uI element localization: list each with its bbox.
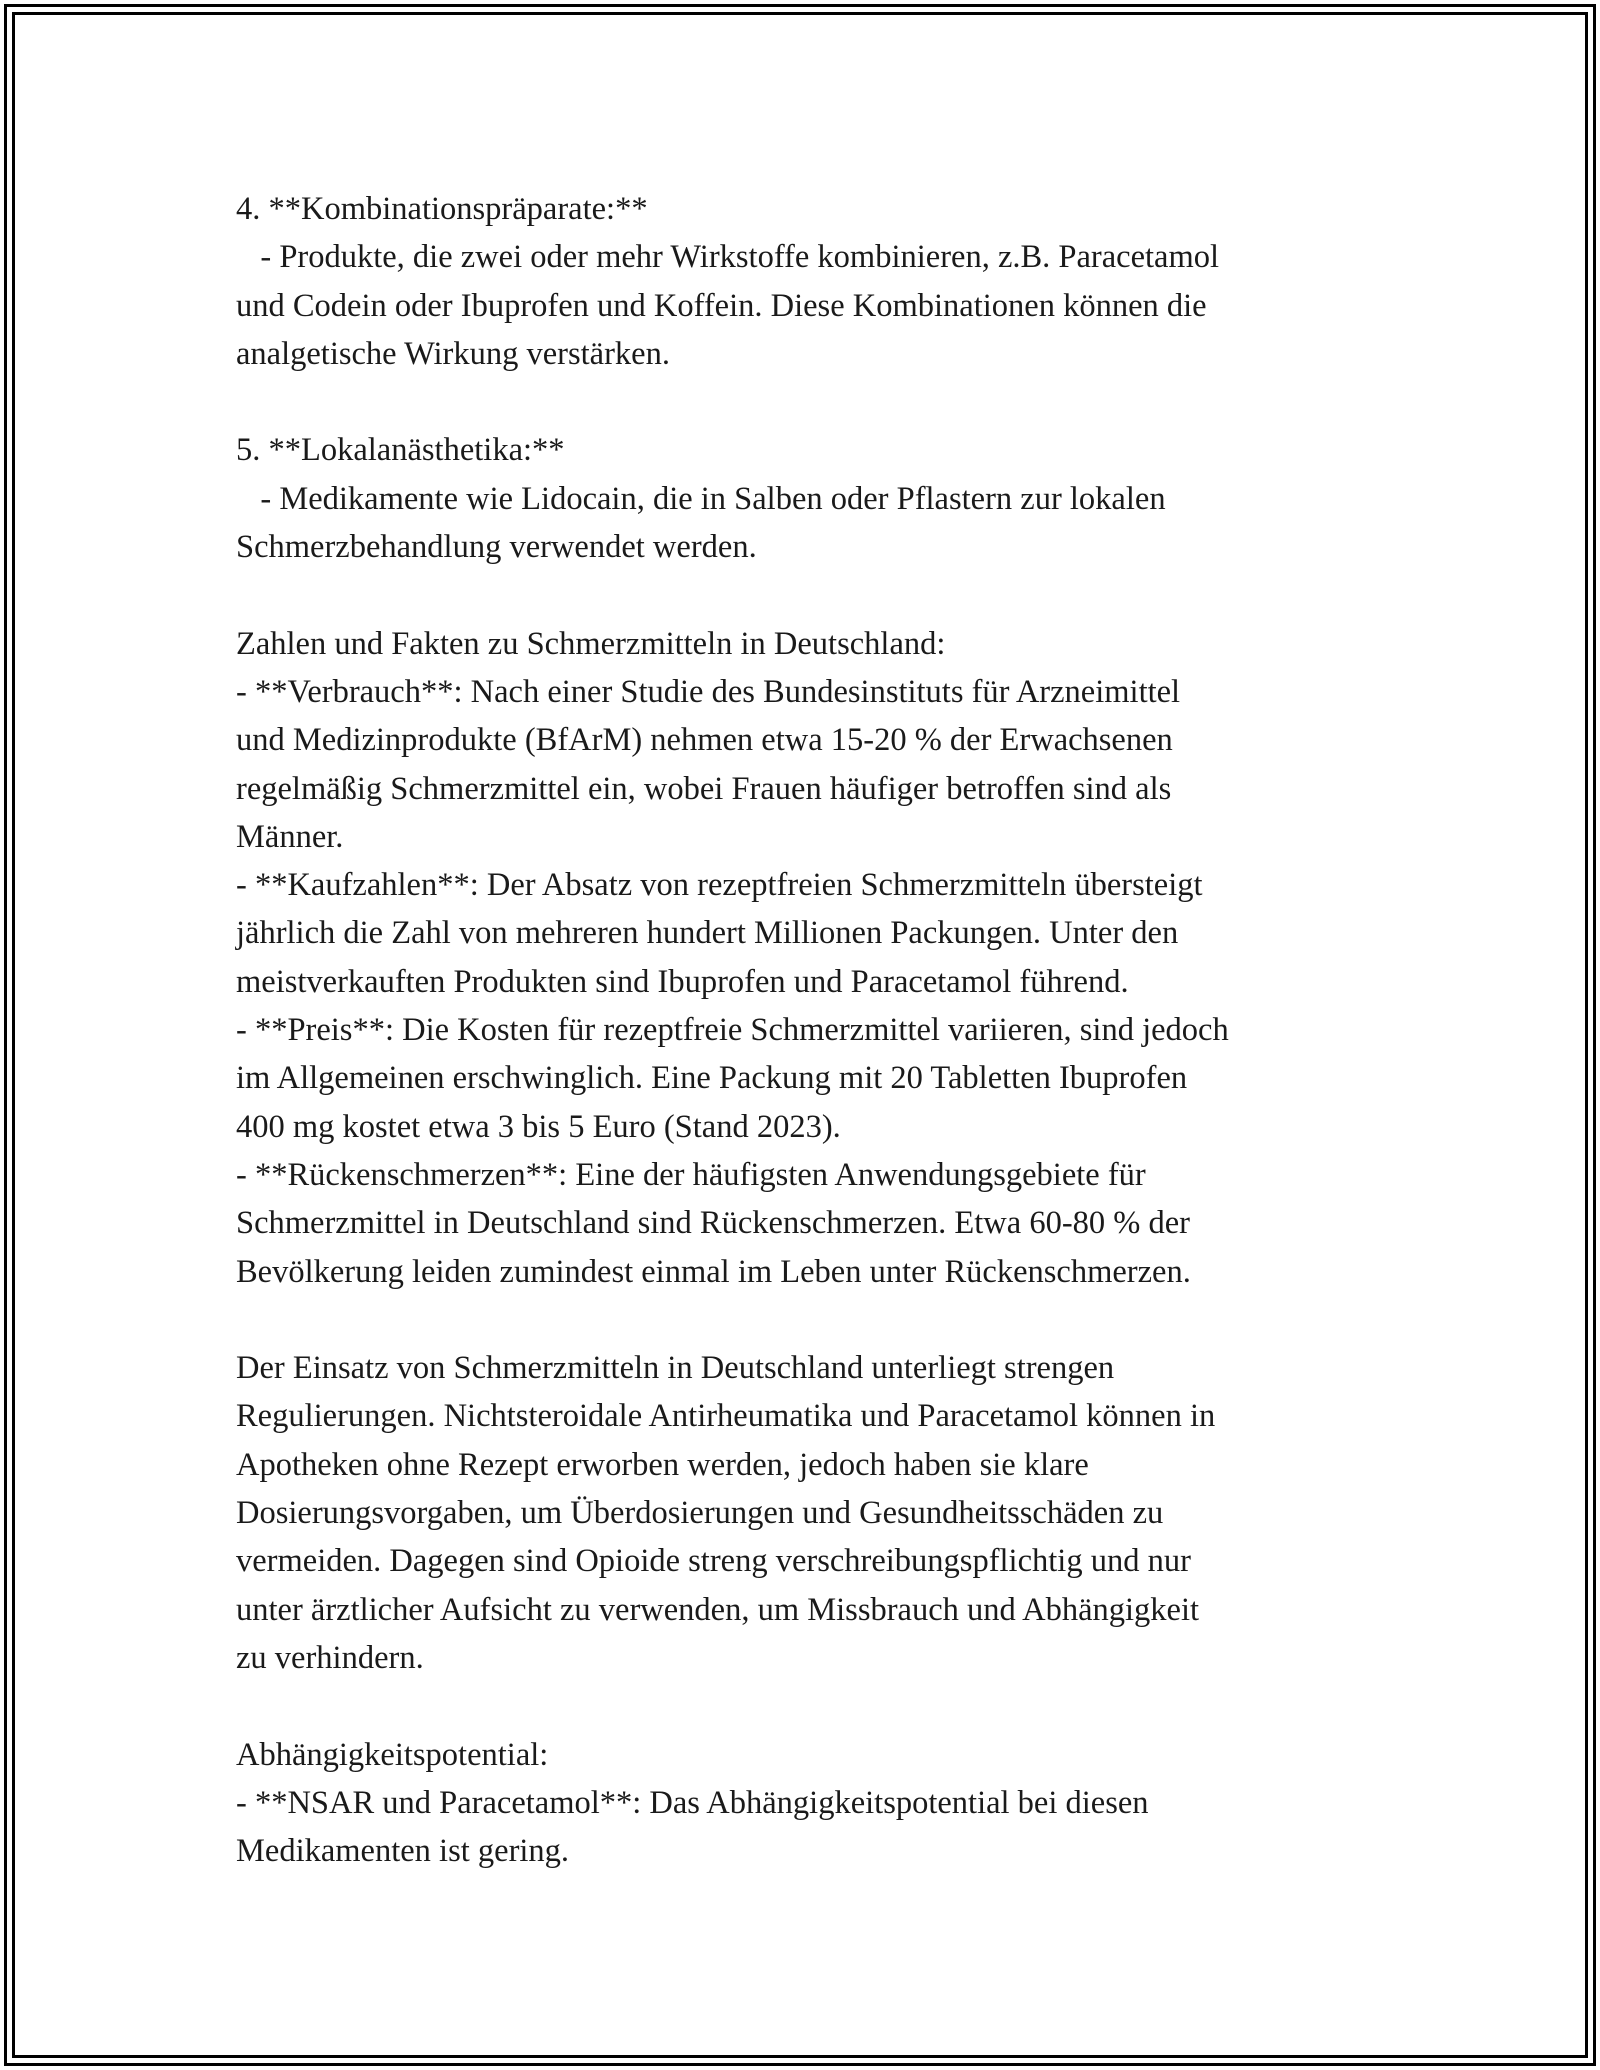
text-line: Dosierungsvorgaben, um Überdosierungen und Gesundheitsschäden zu [236, 1495, 1164, 1532]
paragraph-gap [236, 1682, 1366, 1730]
text-line: Bevölkerung leiden zumindest einmal im Leben unter Rückenschmerzen. [236, 1253, 1191, 1290]
section-kombinationspraeparate [236, 185, 1366, 378]
list-item-heading: 4. **Kombinationspräparate:** [236, 191, 648, 227]
text-line: - **Kaufzahlen**: Der Absatz von rezeptfreien Schmerzmitteln übersteigt [236, 867, 1203, 904]
text-line: vermeiden. Dagegen sind Opioide streng verschreibungspflichtig und nur [236, 1543, 1191, 1580]
text-line: zu verhindern. [236, 1639, 424, 1676]
text-line: unter ärztlicher Aufsicht zu verwenden, um Missbrauch und Abhängigkeit [236, 1591, 1200, 1628]
text-line: analgetische Wirkung verstärken. [236, 335, 670, 372]
text-line: - **Verbrauch**: Nach einer Studie des Bundesinstituts für Arzneimittel [236, 673, 1181, 710]
text-line: Schmerzmittel in Deutschland sind Rückenschmerzen. Etwa 60-80 % der [236, 1205, 1190, 1242]
text-line: Schmerzbehandlung verwendet werden. [236, 529, 757, 566]
text-line: und Medizinprodukte (BfArM) nehmen etwa 15-20 % der Erwachsenen [236, 722, 1173, 759]
paragraph-gap [236, 378, 1366, 426]
text-line: - **Preis**: Die Kosten für rezeptfreie Schmerzmittel variieren, sind jedoch [236, 1012, 1229, 1049]
document-body [236, 185, 1366, 1875]
text-line: - Medikamente wie Lidocain, die in Salben oder Pflastern zur lokalen [236, 480, 1166, 517]
text-line: Regulierungen. Nichtsteroidale Antirheumatika und Paracetamol können in [236, 1398, 1216, 1435]
list-item-heading: 5. **Lokalanästhetika:** [236, 432, 565, 469]
text-line: - **Rückenschmerzen**: Eine der häufigsten Anwendungsgebiete für [236, 1156, 1146, 1193]
section-heading: Zahlen und Fakten zu Schmerzmitteln in Deutschland: [236, 625, 946, 662]
section-heading: Abhängigkeitspotential: [236, 1736, 549, 1773]
section-einsatz-regulierung [236, 1344, 1366, 1682]
text-line: Apotheken ohne Rezept erworben werden, jedoch haben sie klare [236, 1446, 1089, 1483]
paragraph-gap [236, 1296, 1366, 1344]
text-line: Medikamenten ist gering. [236, 1833, 570, 1870]
section-zahlen-fakten [236, 620, 1366, 1296]
section-lokalanaesthetika [236, 426, 1366, 571]
text-line: im Allgemeinen erschwinglich. Eine Packung mit 20 Tabletten Ibuprofen [236, 1060, 1188, 1097]
text-line: - **NSAR und Paracetamol**: Das Abhängigkeitspotential bei diesen [236, 1784, 1149, 1821]
text-line: Männer. [236, 818, 344, 855]
text-line: meistverkauften Produkten sind Ibuprofen und Paracetamol führend. [236, 963, 1129, 1000]
text-line: 400 mg kostet etwa 3 bis 5 Euro (Stand 2023). [236, 1108, 841, 1145]
text-line: - Produkte, die zwei oder mehr Wirkstoffe kombinieren, z.B. Paracetamol [236, 239, 1220, 276]
text-line: jährlich die Zahl von mehreren hundert Millionen Packungen. Unter den [236, 915, 1179, 952]
text-line: Der Einsatz von Schmerzmitteln in Deutschland unterliegt strengen [236, 1350, 1115, 1387]
section-abhaengigkeitspotential [236, 1731, 1366, 1876]
paragraph-gap [236, 571, 1366, 619]
text-line: regelmäßig Schmerzmittel ein, wobei Frauen häufiger betroffen sind als [236, 770, 1172, 807]
text-line: und Codein oder Ibuprofen und Koffein. Diese Kombinationen können die [236, 287, 1207, 324]
